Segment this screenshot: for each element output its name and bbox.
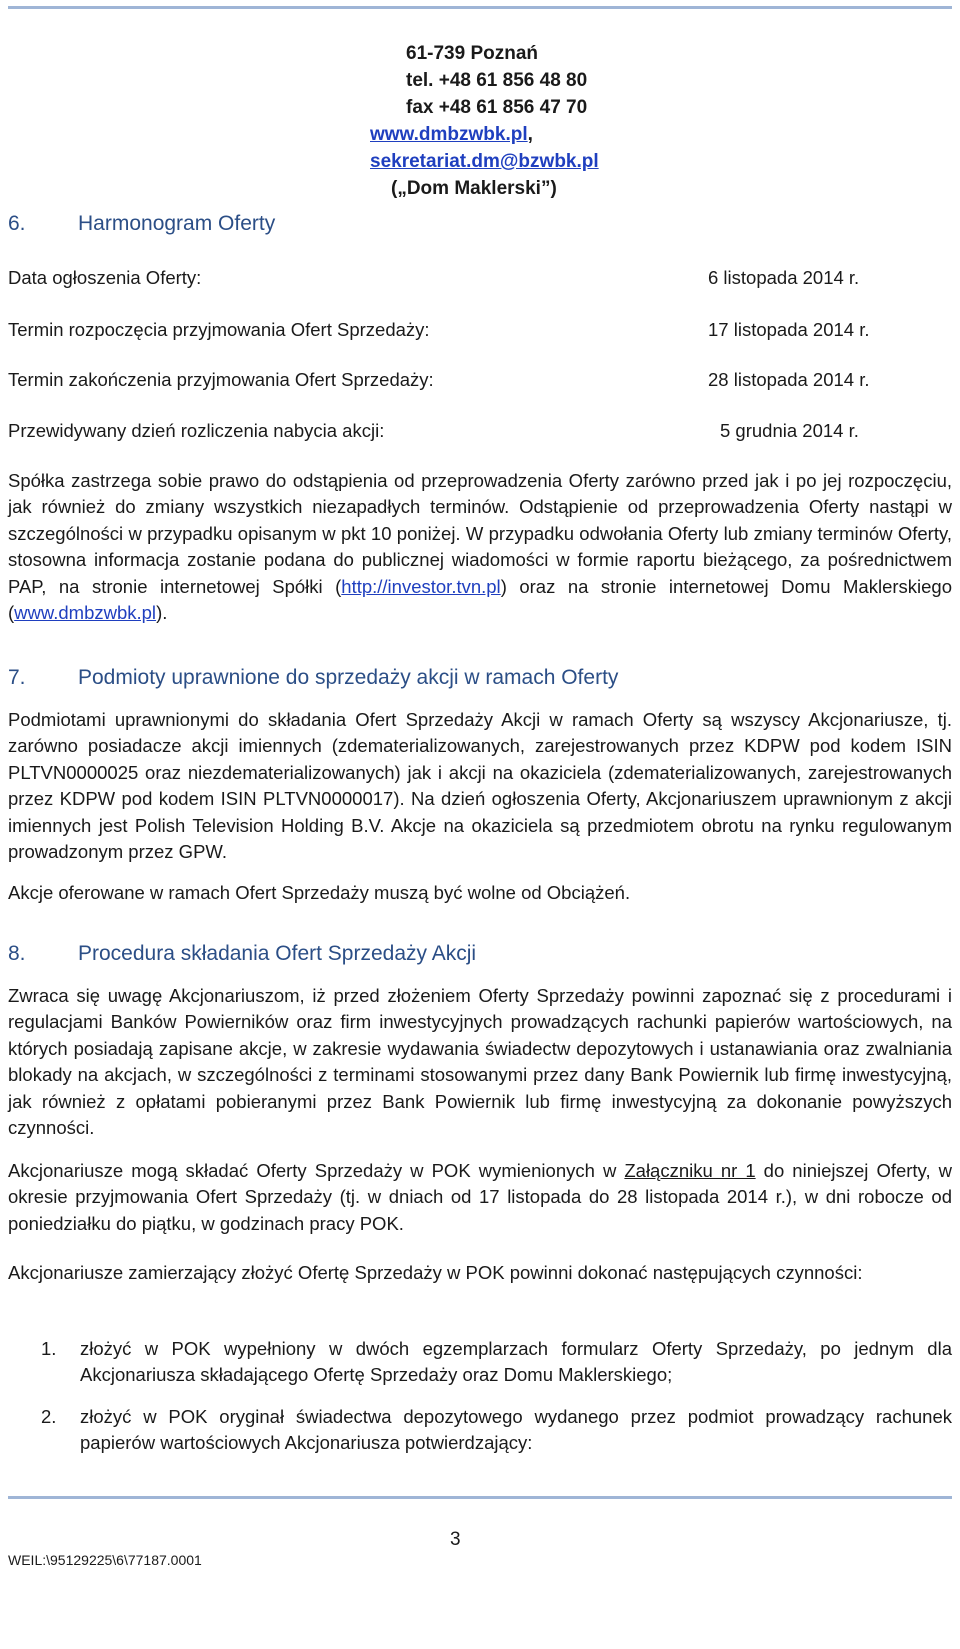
- list-item-text: złożyć w POK wypełniony w dwóch egzemplarzach formularz Oferty Sprzedaży, po jednym dla Akcjonariusza składającego Ofertę Sprzedaży oraz Domu Maklerskiego;: [80, 1338, 952, 1386]
- schedule-value: 17 listopada 2014 r.: [708, 319, 870, 340]
- schedule-label: Przewidywany dzień rozliczenia nabycia akcji:: [8, 420, 385, 441]
- para-part: Akcjonariusze mogą składać Oferty Sprzedaży w POK wymienionych w: [8, 1160, 625, 1181]
- schedule-value: 28 listopada 2014 r.: [708, 369, 870, 390]
- section-6-paragraph: [8, 468, 952, 626]
- schedule-label: Termin zakończenia przyjmowania Ofert Sprzedaży:: [8, 369, 434, 390]
- page-number: 3: [450, 1529, 461, 1550]
- para-part: Spółka zastrzega sobie prawo do odstąpienia od przeprowadzenia Oferty zarówno przed jak i po jej rozpoczęciu, jak również do zmiany wszystkich niezapadłych terminów. Odstąpienie od przeprowadzenia Oferty nastąpi w szczególności w przypadku opisanym w pkt 10 poniżej. W przypadku odwołania Oferty lub zmiany terminów Oferty, stosowna informacja zostanie podana do publicznej wiadomości w formie raportu bieżącego, za pośrednictwem PAP, na stronie internetowej Spółki (: [8, 470, 952, 597]
- section-6-number: 6.: [8, 212, 26, 235]
- investor-link[interactable]: http://investor.tvn.pl: [341, 575, 501, 597]
- section-8-paragraph-1: Zwraca się uwagę Akcjonariuszom, iż przed złożeniem Oferty Sprzedaży powinni zapoznać się z procedurami i regulacjami Banków Powierników oraz firm inwestycyjnych prowadzących rachunki papierów wartościowych, na których posiadają zapisane akcje, w zakresie wydawania świadectw depozytowych i ustanawiania oraz zwalniania blokady na akcjach, w szczególności z terminami stosowanymi przez dany Bank Powiernik lub firmę inwestycyjną, jak również z opłatami pobieranymi przez Bank Powiernik lub firmę inwestycyjną za dokonanie powyższych czynności.: [8, 985, 952, 1139]
- contact-note: („Dom Maklerski”): [391, 178, 557, 199]
- para-part: ).: [156, 602, 168, 624]
- para-part: do niniejszej Oferty, w okresie przyjmowania Ofert Sprzedaży (tj. w dniach od 17 listopada do 28 listopada 2014 r.), w dni robocze od poniedziałku do piątku, w godzinach pracy POK.: [8, 1160, 952, 1234]
- contact-block: [360, 40, 720, 202]
- section-8-paragraph-2: [8, 1158, 952, 1237]
- phone-number: tel. +48 61 856 48 80: [406, 70, 588, 91]
- link-separator: ,: [527, 124, 533, 145]
- section-6-title: Harmonogram Oferty: [78, 212, 276, 235]
- attachment-reference[interactable]: Załączniku nr 1: [624, 1160, 756, 1181]
- list-item-text: złożyć w POK oryginał świadectwa depozytowego wydanego przez podmiot prowadzący rachunek papierów wartościowych Akcjonariusza potwierdzający:: [80, 1405, 952, 1454]
- schedule-value: 6 listopada 2014 r.: [708, 267, 860, 288]
- postal-address: 61-739 Poznań: [406, 43, 538, 64]
- action-list: [8, 1336, 952, 1472]
- contact-links: [360, 121, 720, 175]
- section-8-number: 8.: [8, 942, 26, 965]
- schedule-label: Termin rozpoczęcia przyjmowania Ofert Sprzedaży:: [8, 319, 430, 340]
- schedule-value: 5 grudnia 2014 r.: [720, 420, 859, 441]
- document-code: WEIL:\95129225\6\77187.0001: [8, 1552, 202, 1568]
- section-7-heading: [8, 666, 618, 690]
- dm-website-link[interactable]: www.dmbzwbk.pl: [14, 602, 157, 624]
- schedule-label: Data ogłoszenia Oferty:: [8, 267, 202, 288]
- section-7-paragraph-2: Akcje oferowane w ramach Ofert Sprzedaży muszą być wolne od Obciążeń.: [8, 882, 631, 903]
- bottom-rule: [8, 1496, 952, 1499]
- section-6-heading: [8, 212, 275, 236]
- list-item: [8, 1336, 952, 1389]
- section-8-paragraph-3: Akcjonariusze zamierzający złożyć Ofertę Sprzedaży w POK powinni dokonać następujących czynności:: [8, 1262, 863, 1283]
- section-7-title: Podmioty uprawnione do sprzedaży akcji w ramach Oferty: [78, 666, 619, 689]
- section-8-heading: [8, 942, 476, 966]
- list-item: [8, 1404, 952, 1457]
- list-item-number: 2.: [41, 1405, 57, 1427]
- section-7-number: 7.: [8, 666, 26, 689]
- para-part: ) oraz na stronie internetowej Domu Maklerskiego (: [8, 575, 952, 624]
- list-item-number: 1.: [41, 1338, 57, 1359]
- email-link[interactable]: sekretariat.dm@bzwbk.pl: [370, 151, 599, 172]
- section-7-paragraph-1: Podmiotami uprawnionymi do składania Ofert Sprzedaży Akcji w ramach Oferty są wszyscy Akcjonariusze, tj. zarówno posiadacze akcji imiennych (zdematerializowanych, zarejestrowanych przez KDPW pod kodem ISIN PLTVN0000025 oraz niezdematerializowanych) jak i akcji na okaziciela (zdematerializowanych, zarejestrowanych przez KDPW pod kodem ISIN PLTVN0000017). Na dzień ogłoszenia Oferty, Akcjonariuszem uprawnionym z akcji imiennych jest Polish Television Holding B.V. Akcje na okaziciela są przedmiotem obrotu na rynku regulowanym prowadzonym przez GPW.: [8, 709, 952, 863]
- section-8-title: Procedura składania Ofert Sprzedaży Akcji: [78, 942, 477, 965]
- top-rule: [8, 6, 952, 9]
- fax-number: fax +48 61 856 47 70: [406, 97, 588, 118]
- website-link[interactable]: www.dmbzwbk.pl: [370, 124, 528, 145]
